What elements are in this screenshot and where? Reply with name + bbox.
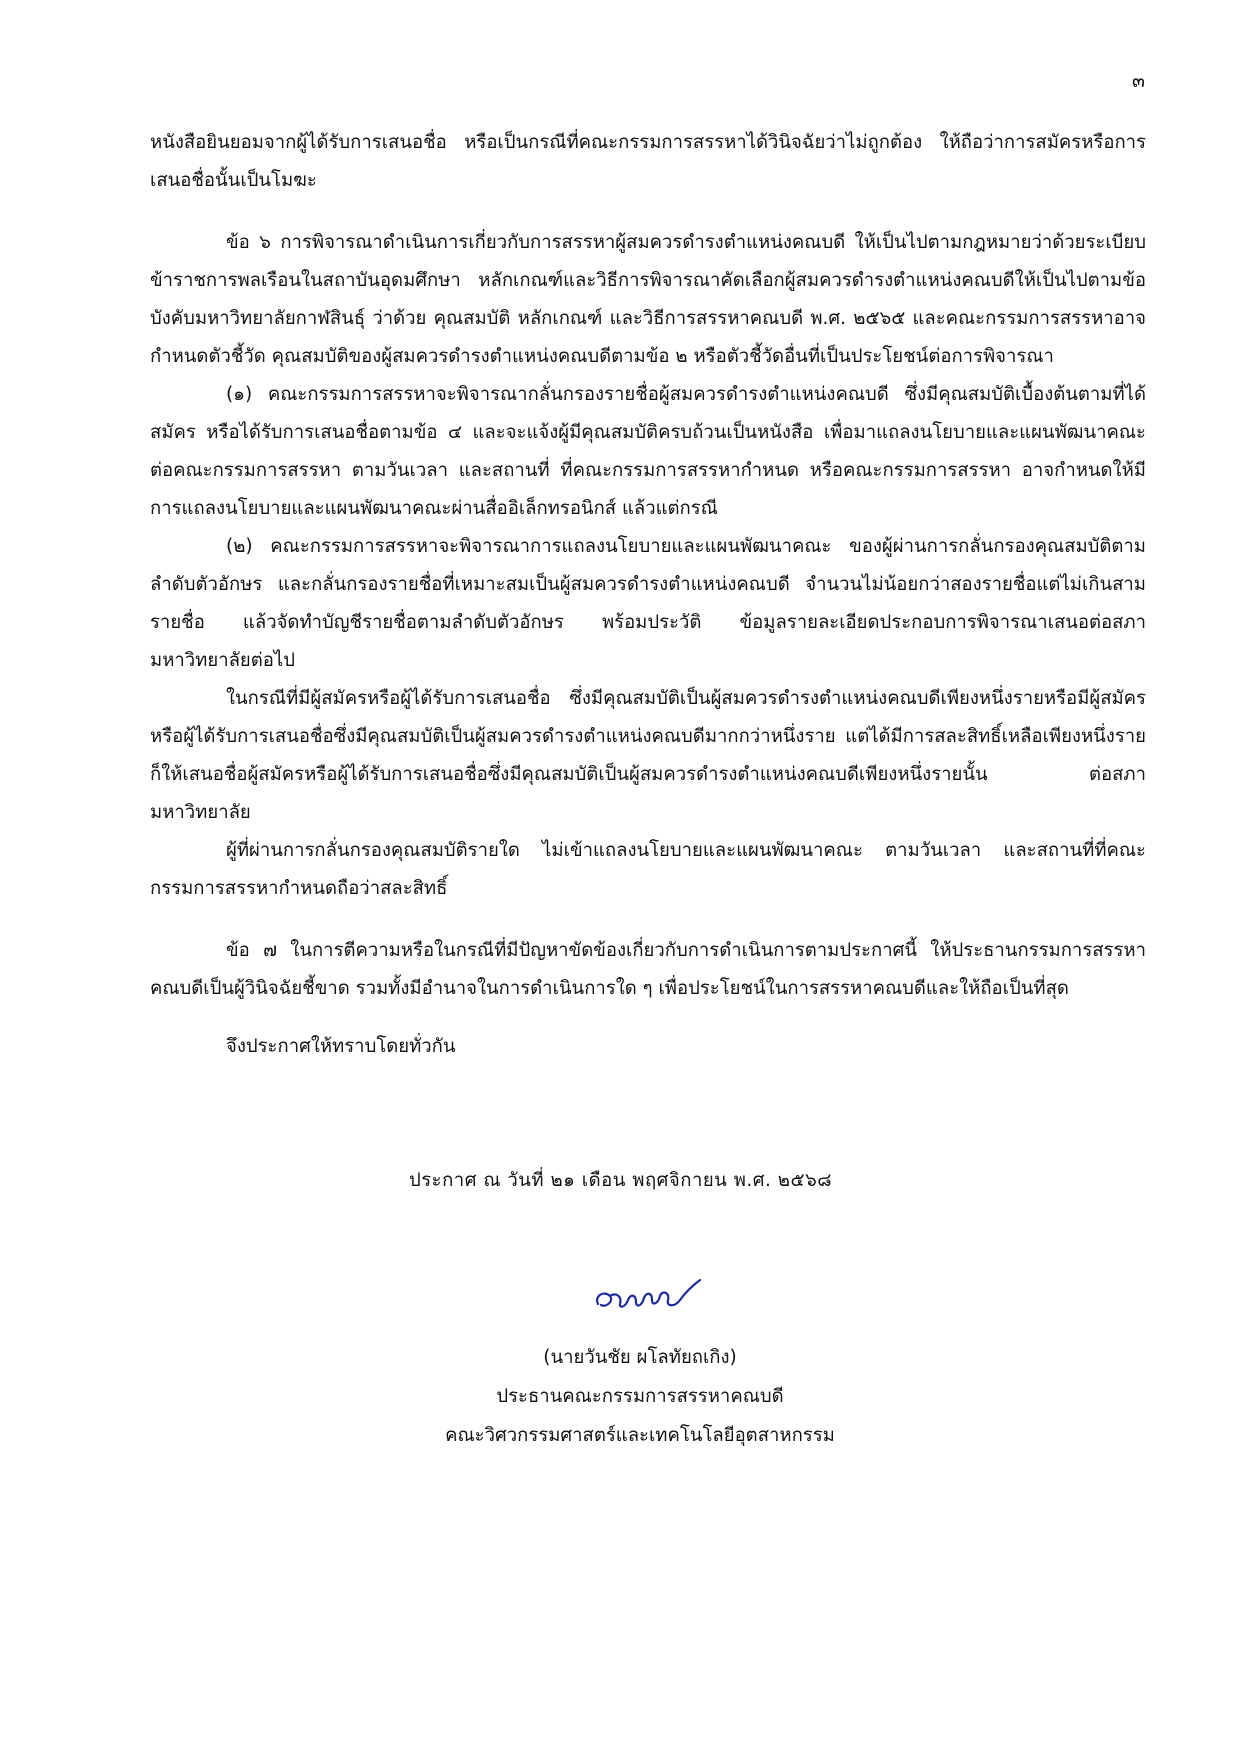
paragraph-consent-continuation: หนังสือยินยอมจากผู้ได้รับการเสนอชื่อ หรือเป็นกรณีที่คณะกรรมการสรรหาได้วินิจฉัยว่าไม่ถูกต้อง ให้ถือว่าการสมัครหรือการเสนอชื่อนั้นเป็นโมฆะ <box>150 132 1146 191</box>
signer-organization: คณะวิศวกรรมศาสตร์และเทคโนโลยีอุตสาหกรรม <box>445 1425 835 1446</box>
paragraph-clause-6-item-2: (๒) คณะกรรมการสรรหาจะพิจารณาการแถลงนโยบายและแผนพัฒนาคณะ ของผู้ผ่านการกลั่นกรองคุณสมบัติตามลำดับตัวอักษร และกลั่นกรองรายชื่อที่เหมาะสมเป็นผู้สมควรดำรงตำแหน่งคณบดี จำนวนไม่น้อยกว่าสองรายชื่อแต่ไม่เกินสามรายชื่อ แล้วจัดทำบัญชีรายชื่อตามลำดับตัวอักษร พร้อมประวัติ ข้อมูลรายละเอียดประกอบการพิจารณาเสนอต่อสภามหาวิทยาลัยต่อไป <box>150 536 1146 671</box>
announcement-date: ประกาศ ณ วันที่ ๒๑ เดือน พฤศจิกายน พ.ศ. ๒๕๖๘ <box>408 1170 832 1191</box>
signer-block <box>430 1338 850 1455</box>
paragraph-clause-6: ข้อ ๖ การพิจารณาดำเนินการเกี่ยวกับการสรรหาผู้สมควรดำรงตำแหน่งคณบดี ให้เป็นไปตามกฎหมายว่าด้วยระเบียบข้าราชการพลเรือนในสถาบันอุดมศึกษา หลักเกณฑ์และวิธีการพิจารณาคัดเลือกผู้สมควรดำรงตำแหน่งคณบดีให้เป็นไปตามข้อบังคับมหาวิทยาลัยกาฬสินธุ์ ว่าด้วย คุณสมบัติ หลักเกณฑ์ และวิธีการสรรหาคณบดี พ.ศ. ๒๕๖๕ และคณะกรรมการสรรหาอาจกำหนดตัวชี้วัด คุณสมบัติของผู้สมควรดำรงตำแหน่งคณบดีตามข้อ ๒ หรือตัวชี้วัดอื่นที่เป็นประโยชน์ต่อการพิจารณา <box>150 232 1146 367</box>
paragraph-forfeit: ผู้ที่ผ่านการกลั่นกรองคุณสมบัติรายใด ไม่เข้าแถลงนโยบายและแผนพัฒนาคณะ ตามวันเวลา และสถานที่ที่คณะกรรมการสรรหากำหนดถือว่าสละสิทธิ์ <box>150 840 1146 899</box>
paragraph-clause-6-item-1: (๑) คณะกรรมการสรรหาจะพิจารณากลั่นกรองรายชื่อผู้สมควรดำรงตำแหน่งคณบดี ซึ่งมีคุณสมบัติเบื้องต้นตามที่ได้สมัคร หรือได้รับการเสนอชื่อตามข้อ ๔ และจะแจ้งผู้มีคุณสมบัติครบถ้วนเป็นหนังสือ เพื่อมาแถลงนโยบายและแผนพัฒนาคณะ ต่อคณะกรรมการสรรหา ตามวันเวลา และสถานที่ ที่คณะกรรมการสรรหากำหนด หรือคณะกรรมการสรรหา อาจกำหนดให้มีการแถลงนโยบายและแผนพัฒนาคณะผ่านสื่ออิเล็กทรอนิกส์ แล้วแต่กรณี <box>150 384 1146 519</box>
paragraph-announcement: จึงประกาศให้ทราบโดยทั่วกัน <box>226 1036 456 1057</box>
signer-name: (นายวันชัย ผโลทัยถเกิง) <box>543 1347 737 1368</box>
page-number: ๓ <box>1132 70 1145 92</box>
paragraph-clause-7: ข้อ ๗ ในการตีความหรือในกรณีที่มีปัญหาขัดข้องเกี่ยวกับการดำเนินการตามประกาศนี้ ให้ประธานกรรมการสรรหาคณบดีเป็นผู้วินิจฉัยชี้ขาด รวมทั้งมีอำนาจในการดำเนินการใด ๆ เพื่อประโยชน์ในการสรรหาคณบดีและให้ถือเป็นที่สุด <box>150 940 1146 999</box>
paragraph-single-candidate: ในกรณีที่มีผู้สมัครหรือผู้ได้รับการเสนอชื่อ ซึ่งมีคุณสมบัติเป็นผู้สมควรดำรงตำแหน่งคณบดีเพียงหนึ่งรายหรือมีผู้สมัครหรือผู้ได้รับการเสนอชื่อซึ่งมีคุณสมบัติเป็นผู้สมควรดำรงตำแหน่งคณบดีมากกว่าหนึ่งราย แต่ได้มีการสละสิทธิ์เหลือเพียงหนึ่งราย ก็ให้เสนอชื่อผู้สมัครหรือผู้ได้รับการเสนอชื่อซึ่งมีคุณสมบัติเป็นผู้สมควรดำรงตำแหน่งคณบดีเพียงหนึ่งรายนั้น ต่อสภามหาวิทยาลัย <box>150 688 1146 823</box>
signer-position: ประธานคณะกรรมการสรรหาคณบดี <box>496 1386 784 1407</box>
handwritten-signature <box>592 1274 712 1324</box>
document-body <box>150 124 1146 1066</box>
